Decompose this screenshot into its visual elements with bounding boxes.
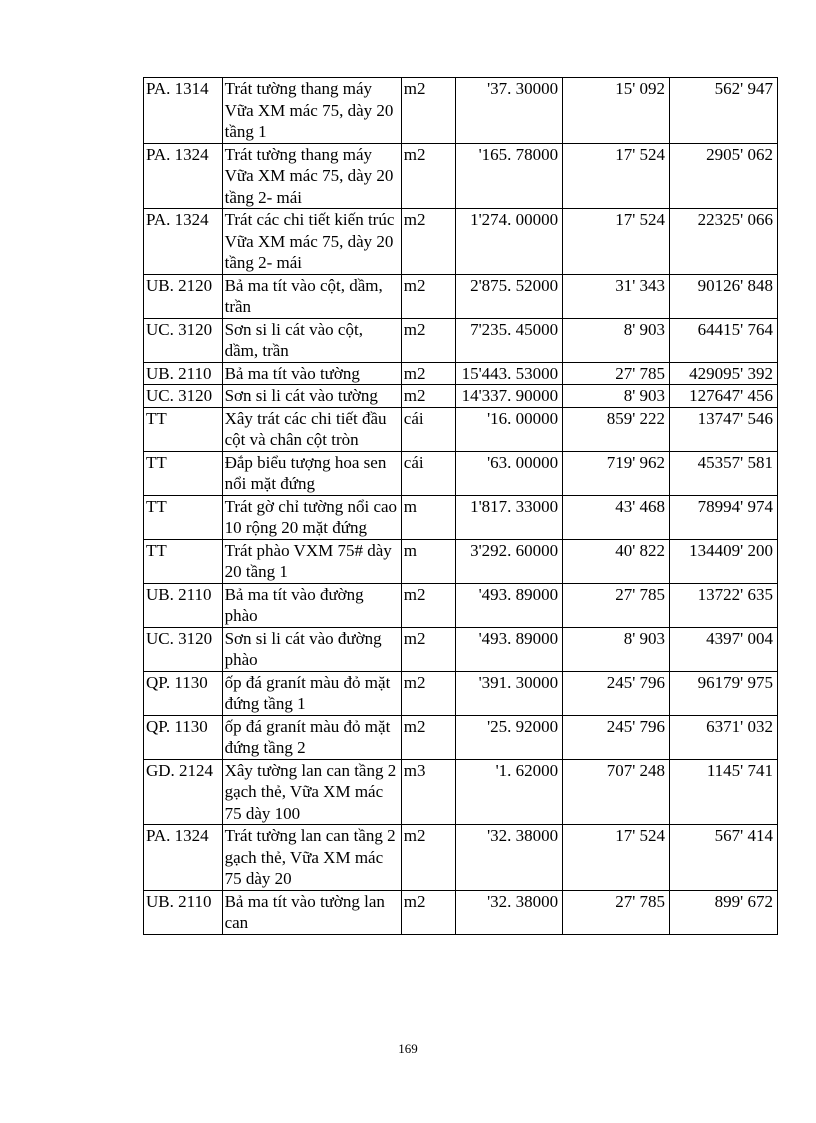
quantity-cell: 14'337. 90000 (456, 385, 563, 408)
table-row (144, 825, 778, 891)
total-cell: 22325' 066 (670, 209, 778, 275)
quantity-cell: 3'292. 60000 (456, 539, 563, 583)
quantity-cell: '37. 30000 (456, 78, 563, 144)
unit-price-cell: 27' 785 (563, 890, 670, 934)
unit-cell: cái (401, 407, 455, 451)
unit-cell: cái (401, 451, 455, 495)
unit-cell: m3 (401, 759, 455, 825)
table-row (144, 583, 778, 627)
quantity-cell: '32. 38000 (456, 890, 563, 934)
unit-cell: m (401, 495, 455, 539)
description-cell: Xây trát các chi tiết đầu cột và chân cột tròn (222, 407, 401, 451)
item-code-cell: UB. 2110 (144, 890, 223, 934)
quantity-cell: '32. 38000 (456, 825, 563, 891)
total-cell: 1145' 741 (670, 759, 778, 825)
item-code-cell: UB. 2110 (144, 362, 223, 385)
unit-cell: m2 (401, 78, 455, 144)
description-cell: Bả ma tít vào đường phào (222, 583, 401, 627)
description-cell: Trát các chi tiết kiến trúc Vữa XM mác 75, dày 20 tầng 2- mái (222, 209, 401, 275)
unit-price-cell: 17' 524 (563, 209, 670, 275)
quantity-cell: '391. 30000 (456, 671, 563, 715)
total-cell: 899' 672 (670, 890, 778, 934)
unit-price-cell: 8' 903 (563, 627, 670, 671)
quantity-cell: 1'274. 00000 (456, 209, 563, 275)
total-cell: 429095' 392 (670, 362, 778, 385)
unit-cell: m2 (401, 671, 455, 715)
table-row (144, 362, 778, 385)
total-cell: 567' 414 (670, 825, 778, 891)
table-row (144, 209, 778, 275)
table-row (144, 407, 778, 451)
quantity-cell: '16. 00000 (456, 407, 563, 451)
item-code-cell: PA. 1324 (144, 825, 223, 891)
unit-price-cell: 859' 222 (563, 407, 670, 451)
table-row (144, 451, 778, 495)
estimate-table-body (144, 78, 778, 935)
unit-cell: m2 (401, 583, 455, 627)
estimate-table-container (143, 77, 778, 935)
estimate-table (143, 77, 778, 935)
total-cell: 2905' 062 (670, 143, 778, 209)
item-code-cell: PA. 1314 (144, 78, 223, 144)
table-row (144, 78, 778, 144)
unit-cell: m2 (401, 209, 455, 275)
item-code-cell: QP. 1130 (144, 715, 223, 759)
total-cell: 13747' 546 (670, 407, 778, 451)
quantity-cell: '25. 92000 (456, 715, 563, 759)
unit-price-cell: 245' 796 (563, 671, 670, 715)
description-cell: Bả ma tít vào cột, dầm, trần (222, 274, 401, 318)
table-row (144, 671, 778, 715)
unit-cell: m2 (401, 627, 455, 671)
description-cell: Trát tường thang máy Vữa XM mác 75, dày 20 tầng 2- mái (222, 143, 401, 209)
quantity-cell: '165. 78000 (456, 143, 563, 209)
description-cell: Đắp biểu tượng hoa sen nổi mặt đứng (222, 451, 401, 495)
description-cell: Trát tường thang máy Vữa XM mác 75, dày 20 tầng 1 (222, 78, 401, 144)
description-cell: Bả ma tít vào tường lan can (222, 890, 401, 934)
item-code-cell: UB. 2120 (144, 274, 223, 318)
item-code-cell: GD. 2124 (144, 759, 223, 825)
description-cell: Sơn si li cát vào cột, dầm, trần (222, 318, 401, 362)
unit-price-cell: 719' 962 (563, 451, 670, 495)
unit-cell: m2 (401, 385, 455, 408)
total-cell: 562' 947 (670, 78, 778, 144)
description-cell: Sơn si li cát vào đường phào (222, 627, 401, 671)
unit-price-cell: 43' 468 (563, 495, 670, 539)
description-cell: Trát gờ chỉ tường nổi cao 10 rộng 20 mặt đứng (222, 495, 401, 539)
item-code-cell: PA. 1324 (144, 209, 223, 275)
total-cell: 64415' 764 (670, 318, 778, 362)
unit-price-cell: 31' 343 (563, 274, 670, 318)
unit-cell: m2 (401, 274, 455, 318)
item-code-cell: PA. 1324 (144, 143, 223, 209)
description-cell: Trát tường lan can tầng 2 gạch thẻ, Vữa XM mác 75 dày 20 (222, 825, 401, 891)
unit-cell: m2 (401, 143, 455, 209)
total-cell: 134409' 200 (670, 539, 778, 583)
quantity-cell: 1'817. 33000 (456, 495, 563, 539)
unit-price-cell: 8' 903 (563, 318, 670, 362)
table-row (144, 318, 778, 362)
table-row (144, 759, 778, 825)
total-cell: 96179' 975 (670, 671, 778, 715)
total-cell: 127647' 456 (670, 385, 778, 408)
unit-price-cell: 707' 248 (563, 759, 670, 825)
item-code-cell: UB. 2110 (144, 583, 223, 627)
total-cell: 4397' 004 (670, 627, 778, 671)
unit-cell: m (401, 539, 455, 583)
unit-price-cell: 245' 796 (563, 715, 670, 759)
quantity-cell: '493. 89000 (456, 583, 563, 627)
unit-cell: m2 (401, 890, 455, 934)
page-number: 169 (398, 1041, 418, 1056)
quantity-cell: 7'235. 45000 (456, 318, 563, 362)
table-row (144, 627, 778, 671)
unit-cell: m2 (401, 715, 455, 759)
unit-price-cell: 40' 822 (563, 539, 670, 583)
total-cell: 13722' 635 (670, 583, 778, 627)
unit-price-cell: 8' 903 (563, 385, 670, 408)
table-row (144, 385, 778, 408)
total-cell: 45357' 581 (670, 451, 778, 495)
item-code-cell: TT (144, 407, 223, 451)
item-code-cell: UC. 3120 (144, 318, 223, 362)
description-cell: Xây tường lan can tầng 2 gạch thẻ, Vữa XM mác 75 dày 100 (222, 759, 401, 825)
quantity-cell: 15'443. 53000 (456, 362, 563, 385)
total-cell: 78994' 974 (670, 495, 778, 539)
table-row (144, 715, 778, 759)
description-cell: Bả ma tít vào tường (222, 362, 401, 385)
quantity-cell: '63. 00000 (456, 451, 563, 495)
unit-price-cell: 17' 524 (563, 143, 670, 209)
table-row (144, 890, 778, 934)
item-code-cell: TT (144, 539, 223, 583)
item-code-cell: UC. 3120 (144, 385, 223, 408)
quantity-cell: 2'875. 52000 (456, 274, 563, 318)
item-code-cell: UC. 3120 (144, 627, 223, 671)
total-cell: 90126' 848 (670, 274, 778, 318)
table-row (144, 539, 778, 583)
table-row (144, 495, 778, 539)
unit-cell: m2 (401, 318, 455, 362)
unit-cell: m2 (401, 825, 455, 891)
description-cell: Sơn si li cát vào tường (222, 385, 401, 408)
item-code-cell: QP. 1130 (144, 671, 223, 715)
quantity-cell: '1. 62000 (456, 759, 563, 825)
total-cell: 6371' 032 (670, 715, 778, 759)
unit-price-cell: 27' 785 (563, 362, 670, 385)
item-code-cell: TT (144, 495, 223, 539)
unit-cell: m2 (401, 362, 455, 385)
item-code-cell: TT (144, 451, 223, 495)
description-cell: Trát phào VXM 75# dày 20 tầng 1 (222, 539, 401, 583)
unit-price-cell: 17' 524 (563, 825, 670, 891)
description-cell: ốp đá granít màu đỏ mặt đứng tầng 2 (222, 715, 401, 759)
unit-price-cell: 15' 092 (563, 78, 670, 144)
quantity-cell: '493. 89000 (456, 627, 563, 671)
table-row (144, 143, 778, 209)
table-row (144, 274, 778, 318)
description-cell: ốp đá granít màu đỏ mặt đứng tầng 1 (222, 671, 401, 715)
unit-price-cell: 27' 785 (563, 583, 670, 627)
